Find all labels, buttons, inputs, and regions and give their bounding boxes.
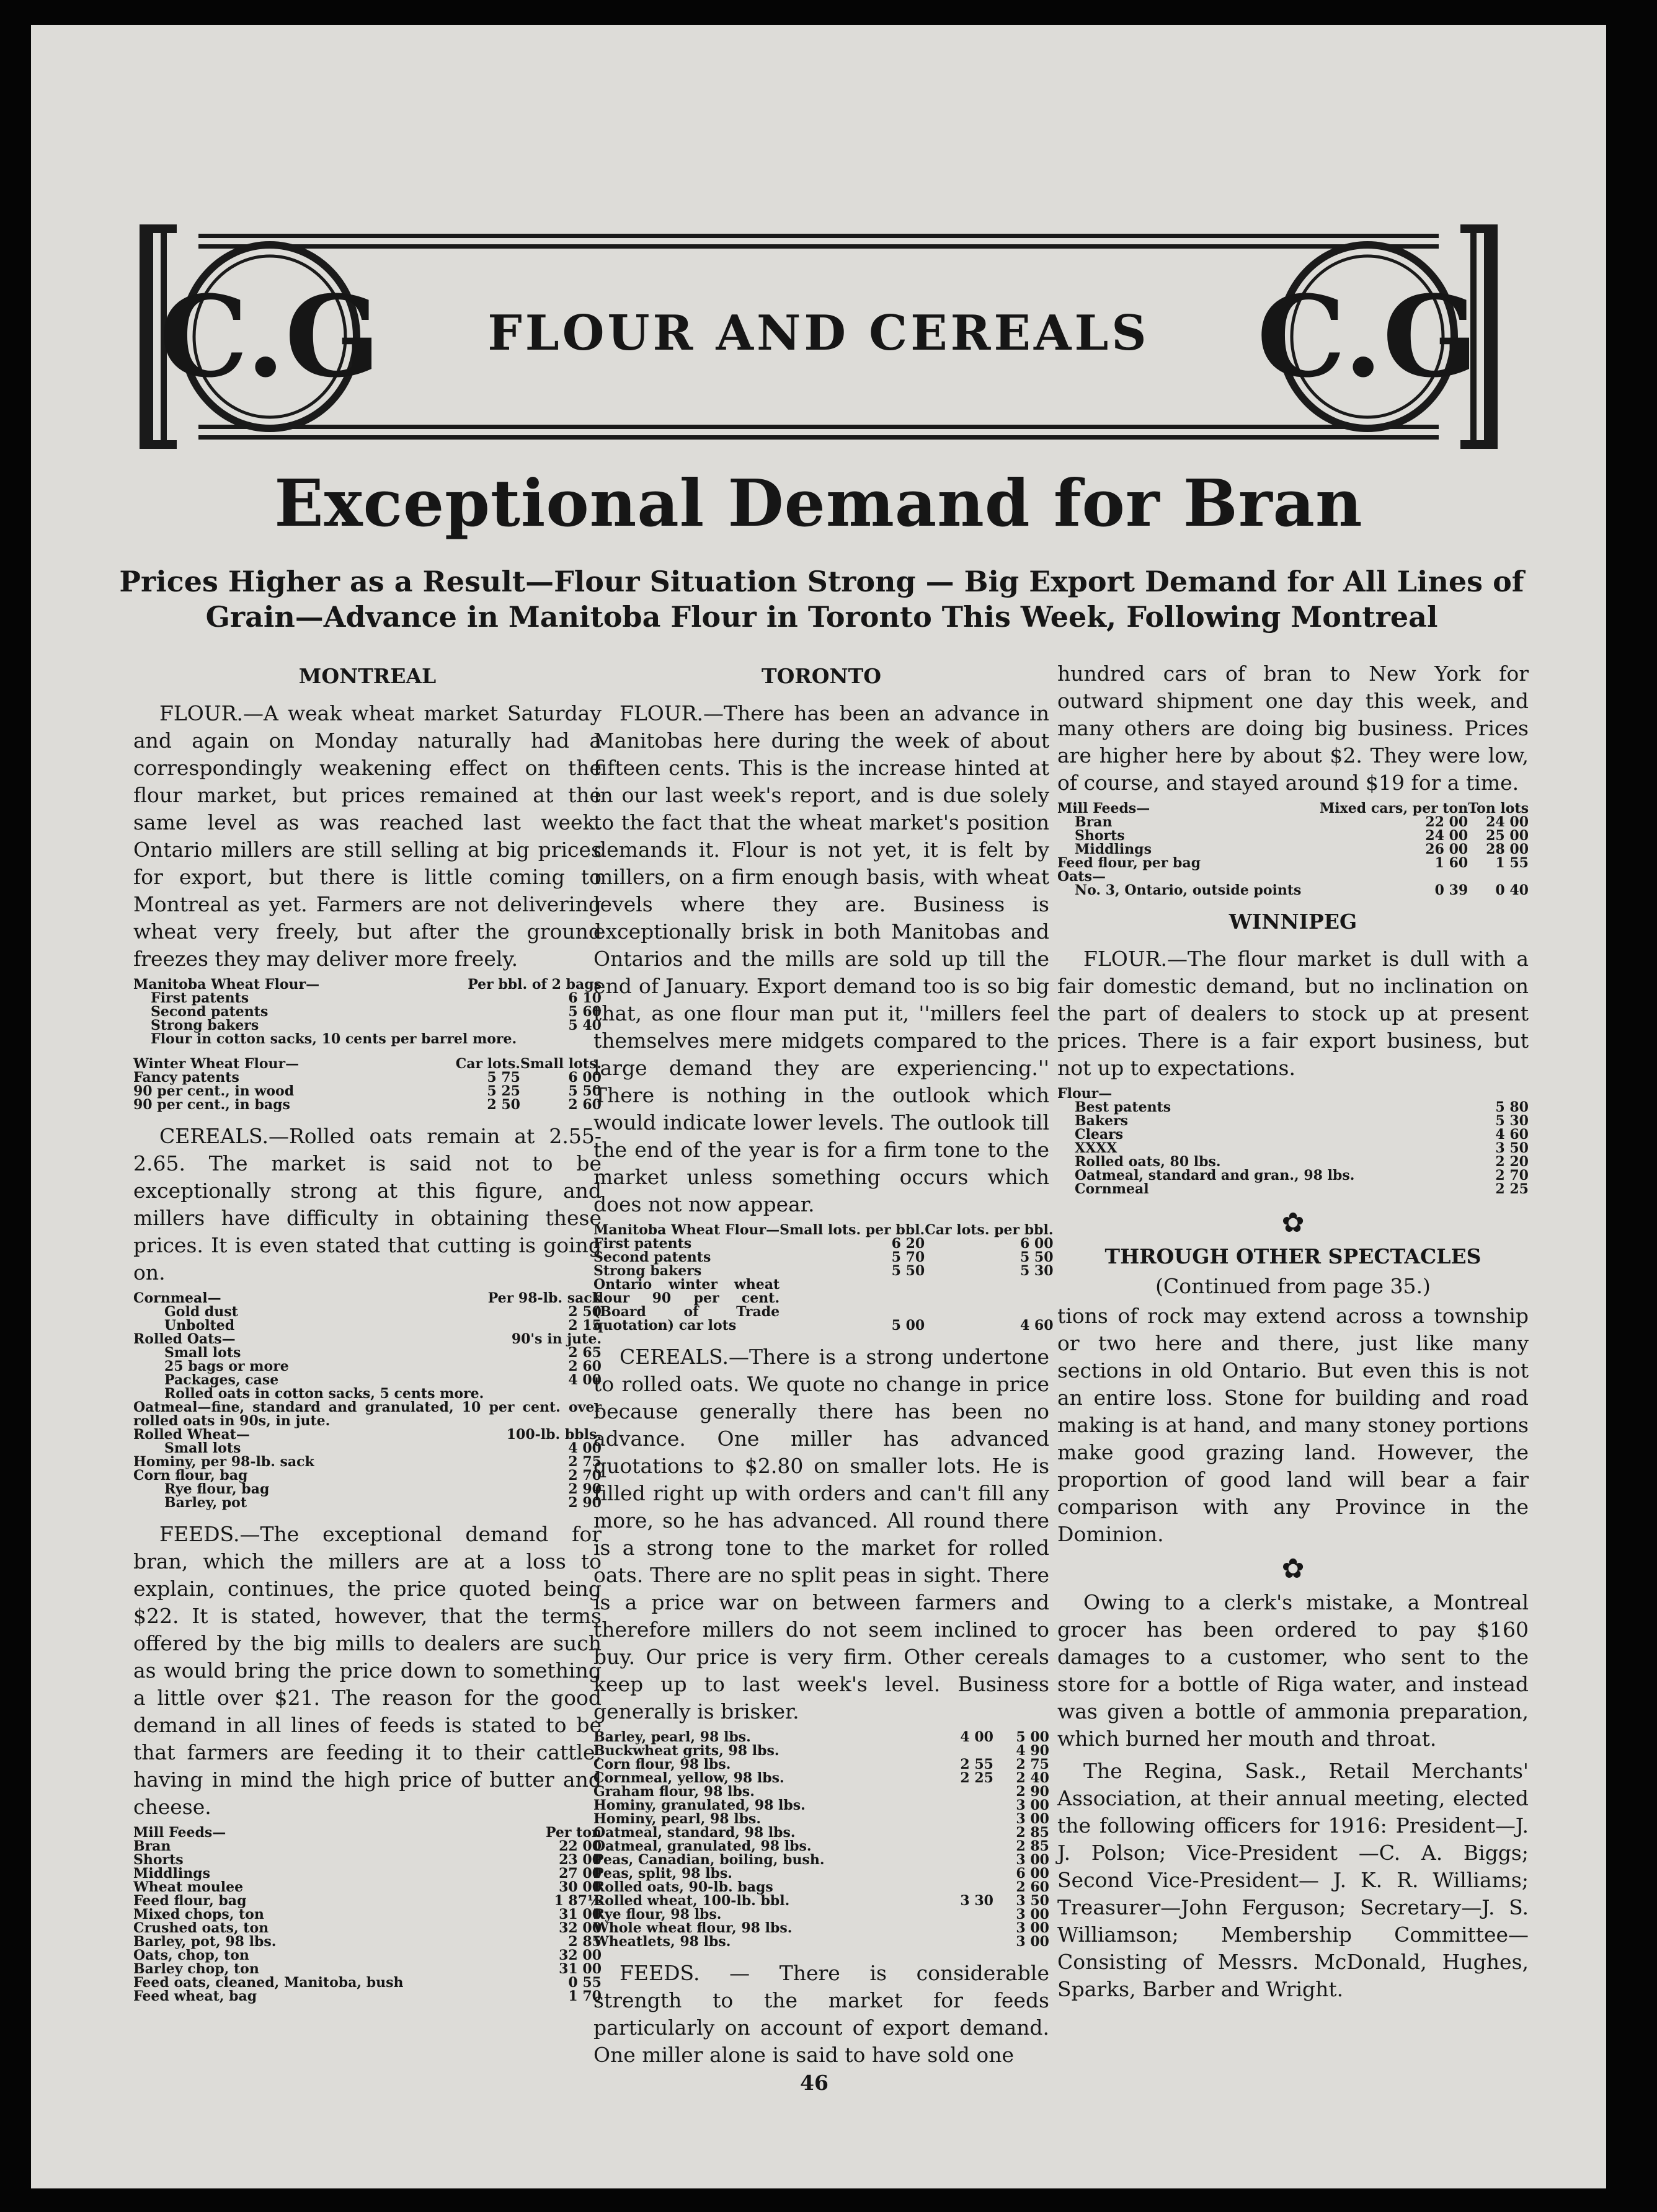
table-row: Rolled oats, 80 lbs. 2 20: [1075, 1154, 1529, 1170]
table-row: Bakers 5 30: [1075, 1113, 1529, 1129]
table-row: Cornmeal— Per 98-lb. sack: [133, 1290, 602, 1306]
cg-emblem-left: [159, 238, 381, 435]
table-row: Fancy patents 5 75 6 00: [133, 1069, 602, 1086]
montreal-cereals-paragraph: CEREALS.—Rolled oats remain at 2.55-2.65. The market is said not to be exceptionally strong at this figure, and millers have difficulty in obtaining these prices. It is even stated that cutting is going on.: [133, 1124, 602, 1285]
table-row: Small lots 4 00: [164, 1440, 602, 1456]
table-row: Bran 22 00: [133, 1838, 602, 1854]
table-row: Flour—: [1057, 1086, 1113, 1102]
table-row: Middlings 27 00: [133, 1865, 602, 1882]
table-row: Wheat moulee 30 00: [133, 1879, 602, 1895]
table-row: No. 3, Ontario, outside points 0 39 0 40: [1075, 882, 1529, 898]
table-row: Feed flour, per bag 1 60 1 55: [1057, 855, 1529, 871]
table-header-row: Winter Wheat Flour— Car lots. Small lots.: [133, 1056, 602, 1072]
article-headline: Exceptional Demand for Bran: [274, 465, 1363, 541]
table-row: Graham flour, 98 lbs. 2 90: [593, 1784, 1049, 1800]
table-row: 25 bags or more 2 60: [164, 1358, 602, 1374]
table-row: Best patents 5 80: [1075, 1099, 1529, 1115]
montreal-feeds-paragraph: FEEDS.—The exceptional demand for bran, which the millers are at a loss to explain, continues, the price quoted being $22. It is stated, however, that the terms offered by the big mills to dealers are such as would bring the price down to something a little over $21. The reason for the good demand in all lines of feeds is stated to be that farmers are feeding it to their cattle, having in mind the high price of butter and cheese.: [133, 1522, 602, 1819]
table-row: First patents 6 10: [151, 990, 602, 1006]
table-row: Cornmeal, yellow, 98 lbs. 2 25 2 40: [593, 1770, 1049, 1786]
table-row: Corn flour, 98 lbs. 2 55 2 75: [593, 1756, 1049, 1772]
toronto-cereals-paragraph: CEREALS.—There is a strong undertone to rolled oats. We quote no change in price because generally there has been no advance. One miller has advanced quotations to $2.80 on smaller lots. He is filled right up with orders and can't fill any more, so he has advanced. All round there is a strong tone to the market for rolled oats. There are no split peas in sight. There is a price war on between farmers and therefore millers do not seem inclined to buy. Our price is very firm. Other cereals keep up to last week's level. Business generally is brisker.: [593, 1345, 1049, 1723]
fleuron-ornament-icon: ✿: [1281, 1207, 1305, 1239]
toronto-heading: TORONTO: [762, 664, 881, 688]
fleuron-ornament-icon: ✿: [1281, 1553, 1305, 1585]
table-row: Unbolted 2 15: [164, 1317, 602, 1334]
montreal-manitoba-table: [133, 978, 602, 1046]
montreal-winter-table: [133, 1057, 602, 1112]
magazine-page: [31, 25, 1606, 2188]
winnipeg-flour-paragraph: FLOUR.—The flour market is dull with a fair domestic demand, but no inclination on the part of dealers to stock up at present prices. There is a fair export business, but not up to expectations.: [1057, 947, 1529, 1080]
table-row: Barley, pearl, 98 lbs. 4 00 5 00: [593, 1729, 1049, 1745]
table-row: Rolled oats, 90-lb. bags 2 60: [593, 1879, 1049, 1895]
table-header-row: Mill Feeds— Per ton: [133, 1825, 602, 1841]
montreal-heading: MONTREAL: [298, 664, 437, 688]
table-row: Feed oats, cleaned, Manitoba, bush 0 55: [133, 1975, 602, 1991]
svg-text:C.G: C.G: [159, 272, 381, 402]
table-row: Clears 4 60: [1075, 1126, 1529, 1143]
toronto-flour-paragraph: FLOUR.—There has been an advance in Manitobas here during the week of about fifteen cents. This is the increase hinted at in our last week's report, and is due solely to the fact that the wheat market's position demands it. Flour is not yet, it is felt by millers, on a firm enough basis, with wheat levels where they are. Business is exceptionally brisk in both Manitobas and Ontarios and the mills are sold up till the end of January. Export demand too is so big that, as one flour man put it, ''millers feel themselves mere midgets compared to the large demand they are experiencing.'' There is nothing in the outlook which would indicate lower levels. The outlook till the end of the year is for a firm tone to the market unless something occurs which does not now appear.: [593, 701, 1049, 1216]
winnipeg-heading: WINNIPEG: [1228, 909, 1357, 934]
table-row: Peas, Canadian, boiling, bush. 3 00: [593, 1852, 1049, 1868]
table-row: Mixed chops, ton 31 00: [133, 1906, 602, 1922]
table-row: First patents 6 20 6 00: [593, 1236, 1054, 1252]
montreal-mill-feeds-table: [133, 1826, 602, 2003]
section-title: FLOUR AND CEREALS: [487, 305, 1150, 361]
page-number: 46: [800, 2071, 829, 2095]
table-row: Rolled wheat, 100-lb. bbl. 3 30 3 50: [593, 1893, 1049, 1909]
table-row: Small lots 2 65: [164, 1345, 602, 1361]
table-row: Oatmeal—fine, standard and granulated, 10 per cent. over rolled oats in 90s, in jute.: [133, 1399, 602, 1429]
svg-text:C.G: C.G: [1256, 272, 1478, 402]
table-row: Shorts 24 00 25 00: [1075, 828, 1529, 844]
article-subhead: Prices Higher as a Result—Flour Situation Strong — Big Export Demand for All Lines of Grain—Advance in Manitoba Flour in Toronto This Week, Following Montreal: [119, 565, 1524, 634]
toronto-cereals-table: [593, 1730, 1049, 1949]
table-row: Hominy, granulated, 98 lbs. 3 00: [593, 1797, 1049, 1813]
toronto-manitoba-table: [593, 1223, 1054, 1332]
column-three: [1057, 660, 1529, 2008]
montreal-flour-paragraph: FLOUR.—A weak wheat market Saturday and again on Monday naturally had a correspondingly weakening effect on the flour market, but prices remained at the same level as was reached last week. Ontario millers are still selling at big prices for export, but there is little coming to Montreal as yet. Farmers are not delivering wheat very freely, but after the ground freezes they may deliver more freely.: [133, 701, 602, 971]
table-row: Manitoba Wheat Flour— Per bbl. of 2 bags: [133, 976, 602, 993]
table-row: 90 per cent., in bags 2 50 2 60: [133, 1097, 602, 1113]
table-row: Whole wheat flour, 98 lbs. 3 00: [593, 1920, 1049, 1936]
table-row: Ontario winter wheat flour 90 per cent. (Board of Trade quotation) car lots 5 00 4 60: [593, 1276, 1054, 1334]
table-row: Feed wheat, bag 1 70: [133, 1988, 602, 2004]
table-row: Rye flour, 98 lbs. 3 00: [593, 1906, 1049, 1922]
table-row: Hominy, pearl, 98 lbs. 3 00: [593, 1811, 1049, 1827]
table-row: Barley, pot 2 90: [164, 1495, 602, 1511]
table-header-row: Manitoba Wheat Flour— Small lots. per bbl. Car lots. per bbl.: [593, 1222, 1054, 1238]
table-row: Oatmeal, standard, 98 lbs. 2 85: [593, 1825, 1049, 1841]
toronto-mill-feeds-table: [1057, 802, 1529, 897]
clerk-mistake-paragraph: Owing to a clerk's mistake, a Montreal grocer has been ordered to pay $160 damages to a customer, who sent to the store for a bottle of Riga water, and instead was given a bottle of ammonia preparation, which burned her mouth and throat.: [1057, 1590, 1529, 1751]
table-row: Oats, chop, ton 32 00: [133, 1947, 602, 1963]
section-banner: [140, 224, 1498, 449]
table-row: Cornmeal 2 25: [1075, 1181, 1529, 1197]
column-montreal: [133, 660, 602, 2014]
table-row: Hominy, per 98-lb. sack 2 75: [133, 1454, 602, 1470]
table-row: Crushed oats, ton 32 00: [133, 1920, 602, 1936]
table-row: Rye flour, bag 2 90: [164, 1481, 602, 1497]
table-row: Peas, split, 98 lbs. 6 00: [593, 1865, 1049, 1882]
table-row: Middlings 26 00 28 00: [1075, 841, 1529, 857]
toronto-feeds-paragraph: FEEDS. — There is considerable strength to the market for feeds particularly on account of export demand. One miller alone is said to have sold one: [593, 1961, 1049, 2067]
spectacles-heading: THROUGH OTHER SPECTACLES: [1104, 1244, 1482, 1268]
table-row: Rolled Wheat— 100-lb. bbls.: [133, 1427, 602, 1443]
table-row: XXXX 3 50: [1075, 1140, 1529, 1156]
table-row: Bran 22 00 24 00: [1075, 814, 1529, 830]
column-toronto: [593, 660, 1054, 2074]
toronto-continued-paragraph: hundred cars of bran to New York for outward shipment one day this week, and many others are doing big business. Prices are higher here by about $2. They were low, of course, and stayed around $19 for a time.: [1057, 661, 1529, 795]
spectacles-continued-note: (Continued from page 35.): [1155, 1274, 1431, 1298]
table-header-row: Mill Feeds— Mixed cars, per ton Ton lots: [1057, 800, 1529, 816]
table-row: Flour in cotton sacks, 10 cents per barrel more.: [151, 1031, 517, 1047]
montreal-cereals-table: [133, 1291, 602, 1510]
table-row: Corn flour, bag 2 70: [133, 1467, 602, 1484]
table-row: Oatmeal, granulated, 98 lbs. 2 85: [593, 1838, 1049, 1854]
table-row: Barley chop, ton 31 00: [133, 1961, 602, 1977]
winnipeg-flour-table: [1057, 1087, 1529, 1196]
table-row: Strong bakers 5 50 5 30: [593, 1263, 1054, 1279]
table-row: Oats—: [1057, 869, 1106, 885]
table-row: Barley, pot, 98 lbs. 2 85: [133, 1934, 602, 1950]
table-row: Shorts 23 00: [133, 1852, 602, 1868]
regina-association-paragraph: The Regina, Sask., Retail Merchants' Association, at their annual meeting, elected the following officers for 1916: President—J. J. Polson; Vice-President —C. A. Biggs; Second Vice-President— J. K. R. Williams; Treasurer—John Ferguson; Secretary—J. S. Williamson; Membership Committee—Consisting of Messrs. McDonald, Hughes, Sparks, Barber and Wright.: [1057, 1759, 1529, 2001]
table-row: Packages, case 4 00: [164, 1372, 602, 1388]
table-row: Rolled Oats— 90's in jute.: [133, 1331, 602, 1347]
table-row: Rolled oats in cotton sacks, 5 cents more.: [164, 1386, 484, 1402]
table-row: Oatmeal, standard and gran., 98 lbs. 2 70: [1075, 1167, 1529, 1183]
table-row: Second patents 5 60: [151, 1004, 602, 1020]
table-row: 90 per cent., in wood 5 25 5 50: [133, 1083, 602, 1099]
spectacles-paragraph: tions of rock may extend across a township or two here and there, just like many sections in old Ontario. But even this is not an entire loss. Stone for building and road making is at hand, and many stoney portions make good grazing land. However, the proportion of good land will bear a fair comparison with any Province in the Dominion.: [1057, 1304, 1529, 1546]
table-row: Buckwheat grits, 98 lbs. 4 90: [593, 1743, 1049, 1759]
table-row: Feed flour, bag 1 87½: [133, 1893, 602, 1909]
table-row: Second patents 5 70 5 50: [593, 1249, 1054, 1265]
table-row: Strong bakers 5 40: [151, 1017, 602, 1033]
table-row: Wheatlets, 98 lbs. 3 00: [593, 1934, 1049, 1950]
table-row: Gold dust 2 50: [164, 1304, 602, 1320]
cg-emblem-right: [1256, 238, 1478, 435]
